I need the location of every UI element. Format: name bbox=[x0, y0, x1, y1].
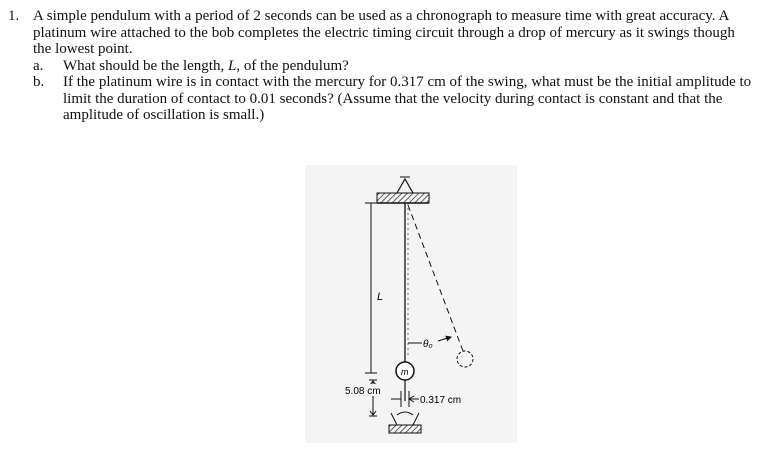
part-b-letter: b. bbox=[33, 74, 45, 90]
part-a-letter: a. bbox=[33, 57, 44, 74]
displaced-bob bbox=[457, 351, 473, 367]
problem-1 bbox=[8, 8, 753, 124]
part-a-variable: L bbox=[227, 57, 237, 74]
problem-intro bbox=[8, 8, 753, 58]
contact-dimension bbox=[391, 391, 461, 407]
ceiling-support bbox=[377, 177, 429, 203]
height-label: 5.08 cm bbox=[345, 386, 381, 397]
part-a-text bbox=[63, 58, 753, 75]
angle-indicator bbox=[408, 337, 451, 350]
pendulum-bob bbox=[396, 362, 414, 380]
length-label: L bbox=[377, 291, 384, 303]
angle-label: θ₀ bbox=[423, 339, 433, 350]
displaced-string bbox=[408, 205, 463, 351]
part-b bbox=[33, 74, 753, 124]
pendulum-figure bbox=[305, 165, 517, 443]
mercury-cup bbox=[389, 412, 421, 433]
problem-intro-text: A simple pendulum with a period of 2 seconds can be used as a chronograph to measure time with great accuracy. A platinum wire attached to the bob completes the electric timing circuit through a drop of mercury as it swings though the lowest point. bbox=[33, 8, 735, 57]
part-a bbox=[33, 58, 753, 75]
pendulum-diagram bbox=[305, 165, 517, 443]
bob-label: m bbox=[401, 367, 409, 377]
height-dimension bbox=[343, 380, 389, 416]
length-dimension bbox=[365, 203, 387, 373]
part-a-text-before: What should be the length, bbox=[63, 57, 228, 74]
part-b-text: If the platinum wire is in contact with the mercury for 0.317 cm of the swing, what must be the initial amplitude to limit the duration of contact to 0.01 seconds? (Assume that the velocity during contact is constant and that the amplitude of oscillation is small.) bbox=[63, 74, 752, 123]
problem-number: 1. bbox=[8, 8, 20, 24]
part-a-text-after: , of the pendulum? bbox=[236, 57, 349, 74]
contact-label: 0.317 cm bbox=[420, 395, 462, 406]
